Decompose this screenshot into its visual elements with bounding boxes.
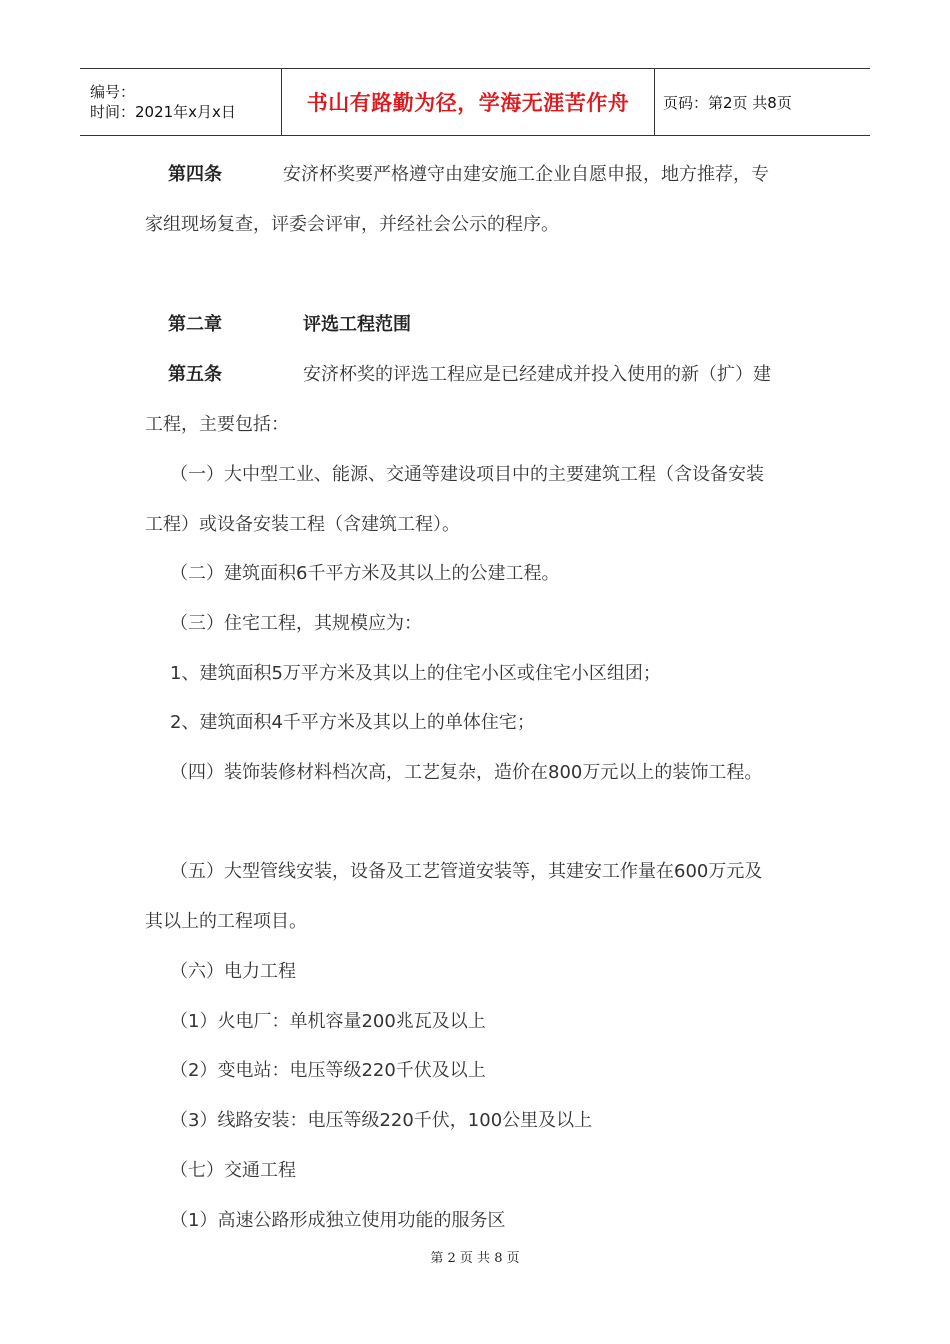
item-1-line1: （一）大中型工业、能源、交通等建设项目中的主要建筑工程（含设备安装 [170,464,764,485]
article-5-text-line1: 安济杯奖的评选工程应是已经建成并投入使用的新（扩）建 [303,364,771,385]
item-5-line1: （五）大型管线安装，设备及工艺管道安装等，其建安工作量在600万元及 [170,861,763,882]
header-meta [80,69,282,135]
article-4-text-line1: 安济杯奖要严格遵守由建安施工企业自愿申报，地方推荐，专 [283,164,769,185]
header-motto: 书山有路勤为径，学海无涯苦作舟 [282,69,655,135]
page-footer [0,1247,950,1266]
item-1-line2: 工程）或设备安装工程（含建筑工程）。 [145,514,460,535]
page-header [80,68,870,136]
article-4-text-line2: 家组现场复查，评委会评审，并经社会公示的程序。 [145,214,559,235]
item-5-line2: 其以上的工程项目。 [145,911,307,932]
item-6-sub-2: （2）变电站：电压等级220千伏及以上 [170,1060,486,1081]
item-4: （四）装饰装修材料档次高，工艺复杂，造价在800万元以上的装饰工程。 [170,762,763,783]
chapter-2-name: 评选工程范围 [303,314,411,335]
article-5-title: 第五条 [168,364,222,385]
item-2: （二）建筑面积6千平方米及其以上的公建工程。 [170,563,560,584]
header-page-info: 页码：第2页 共8页 [663,93,792,112]
item-7: （七）交通工程 [170,1160,296,1181]
item-3: （三）住宅工程，其规模应为： [170,613,422,634]
item-6-sub-1: （1）火电厂：单机容量200兆瓦及以上 [170,1011,486,1032]
footer-page-number: 第 2 页 共 8 页 [430,1251,520,1266]
item-3-sub-2: 2、建筑面积4千平方米及其以上的单体住宅； [170,712,535,733]
document-time-label: 时间：2021年x月x日 [90,103,236,121]
document-number-label: 编号： [90,83,136,101]
article-4-title: 第四条 [168,164,222,185]
item-7-sub-1: （1）高速公路形成独立使用功能的服务区 [170,1210,506,1231]
chapter-2-title: 第二章 [168,314,222,335]
article-5-text-line2: 工程，主要包括： [145,414,289,435]
item-6-sub-3: （3）线路安装：电压等级220千伏，100公里及以上 [170,1110,593,1131]
item-3-sub-1: 1、建筑面积5万平方米及其以上的住宅小区或住宅小区组团； [170,663,661,684]
item-6: （六）电力工程 [170,961,296,982]
